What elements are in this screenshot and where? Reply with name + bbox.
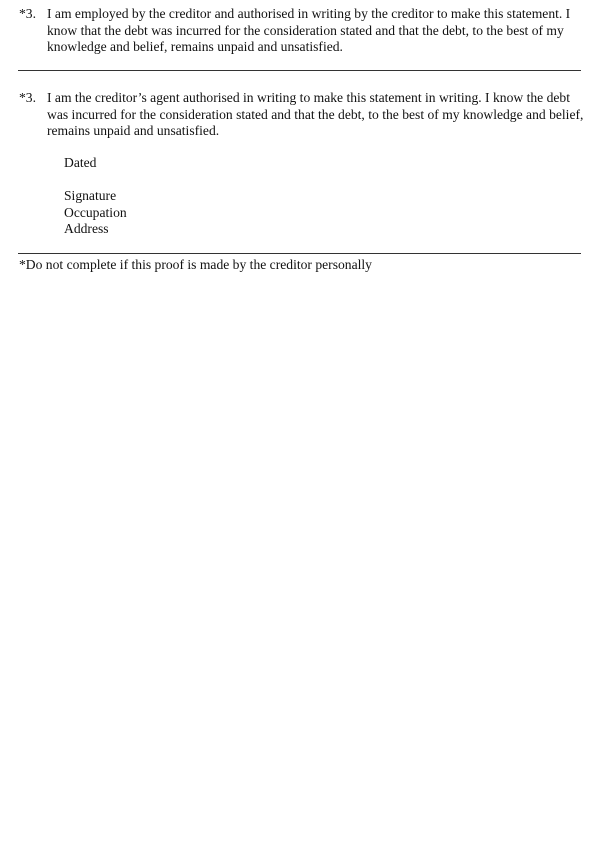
- dated-label: Dated: [64, 155, 97, 170]
- paragraph-number: *3.: [19, 6, 36, 21]
- address-label: Address: [64, 221, 109, 236]
- paragraph-text: I am employed by the creditor and authorised in writing by the creditor to make this statement. I know that the debt was incurred for the consideration stated and that the debt, to the best of my knowledge and belief, remains unpaid and unsatisfied.: [47, 6, 571, 54]
- paragraph-employee-statement: [19, 6, 584, 56]
- footnote: *Do not complete if this proof is made by the creditor personally: [19, 257, 372, 272]
- occupation-label: Occupation: [64, 204, 127, 220]
- divider-line: [18, 253, 581, 254]
- signature-label: Signature: [64, 188, 117, 203]
- divider-line: [18, 70, 581, 71]
- paragraph-number: *3.: [19, 90, 36, 105]
- paragraph-text: I am the creditor’s agent authorised in writing to make this statement in writing. I know the debt was incurred for the consideration stated and that the debt, to the best of my knowledge and belief, remains unpaid and unsatisfied.: [47, 90, 584, 138]
- paragraph-agent-statement: [19, 90, 584, 140]
